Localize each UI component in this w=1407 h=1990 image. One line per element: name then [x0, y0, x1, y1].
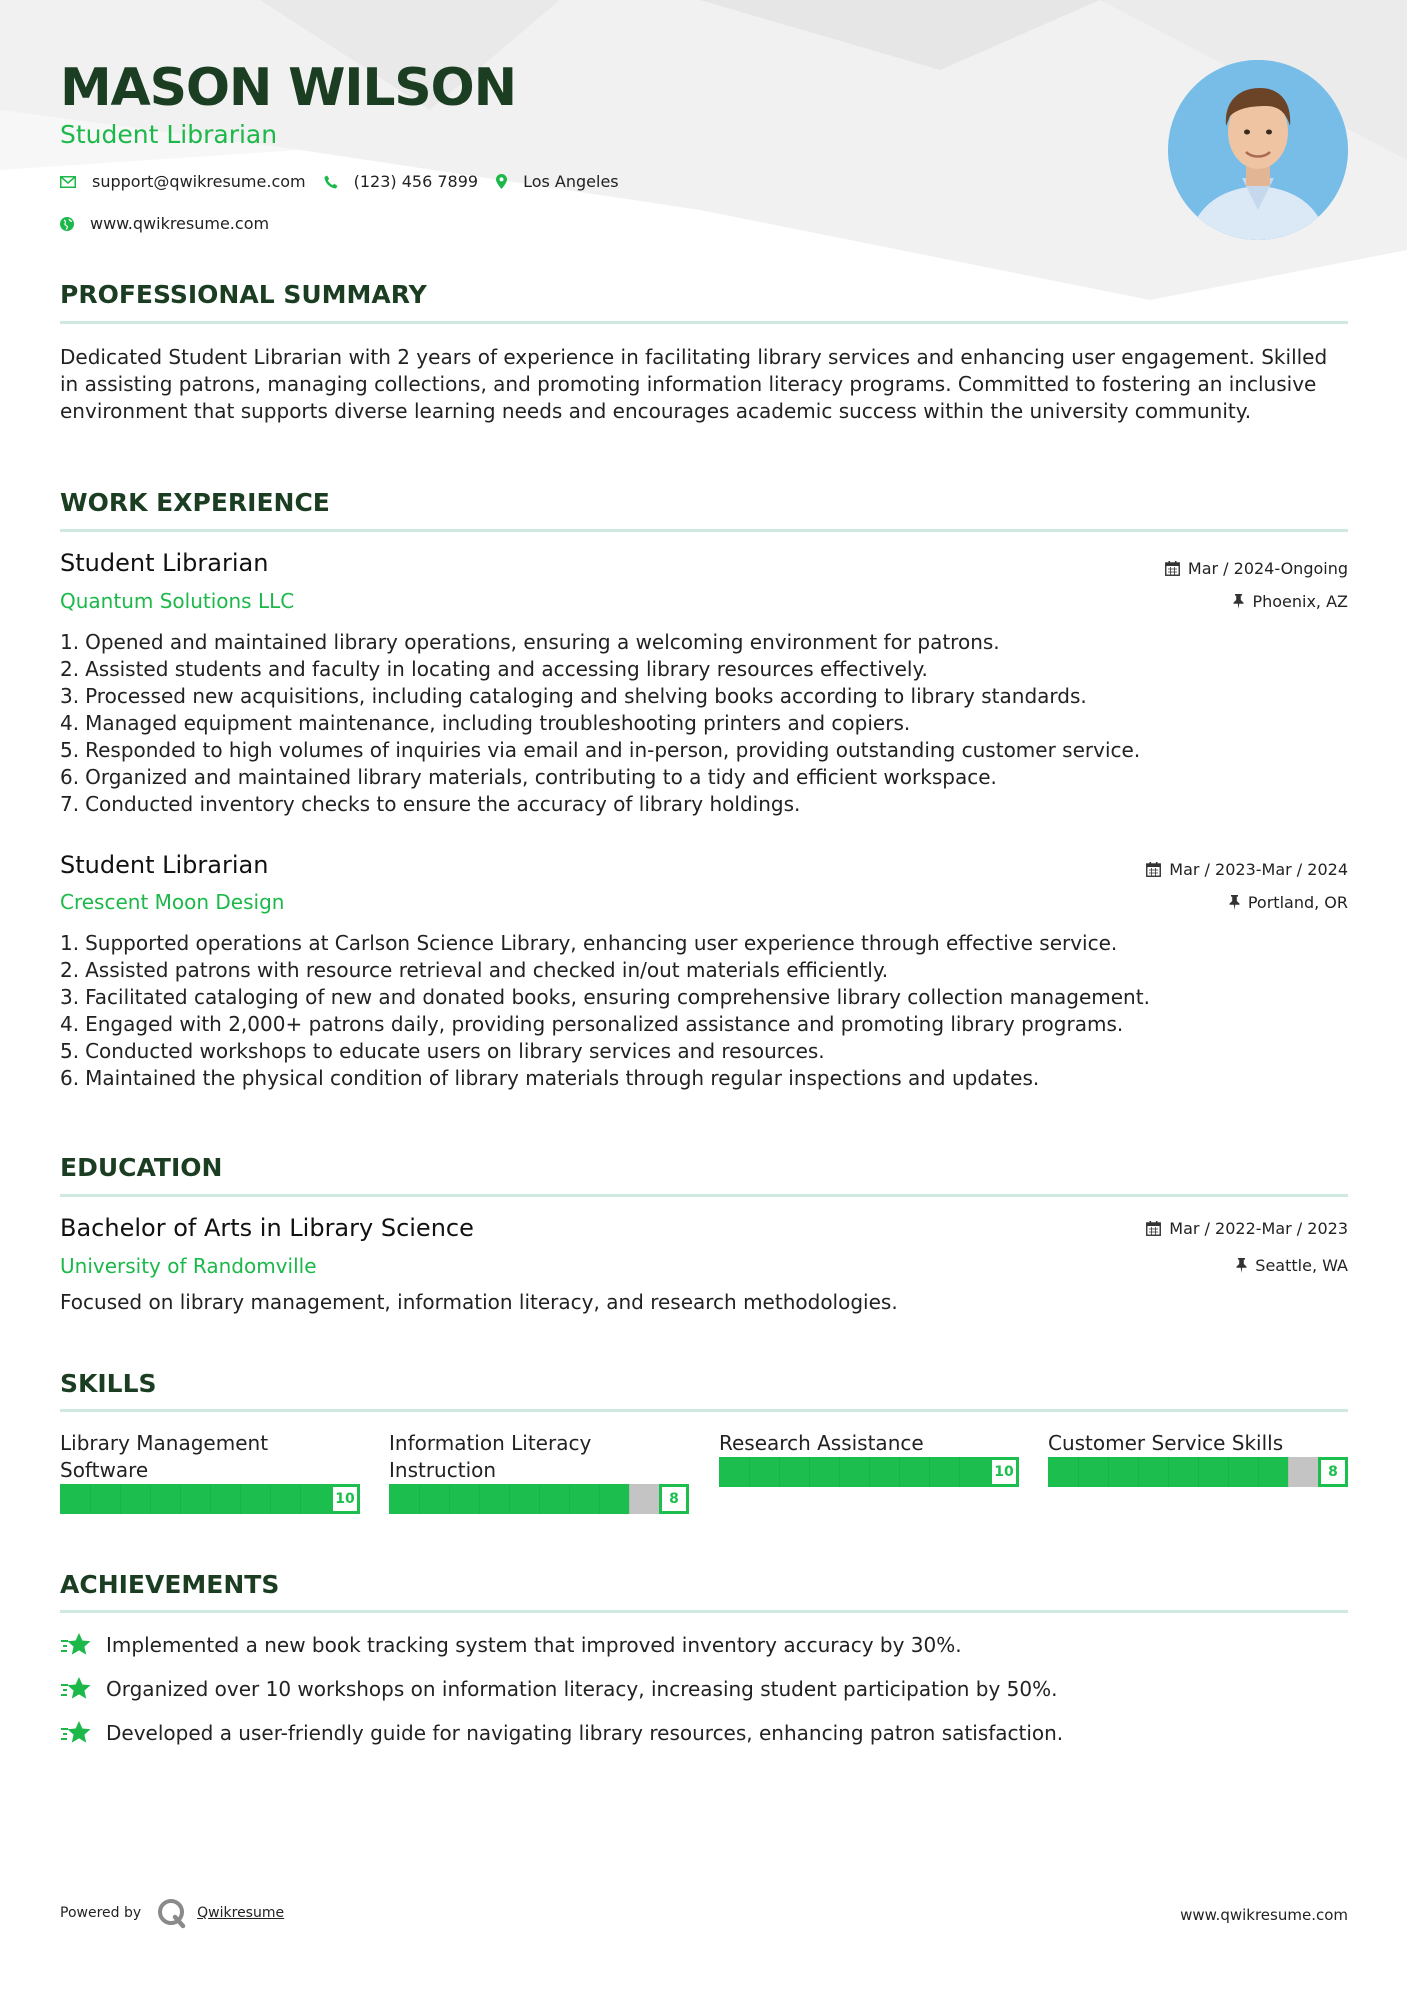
skill-score: 8	[1318, 1457, 1348, 1487]
candidate-name: MASON WILSON	[60, 58, 516, 118]
skill-bar-segment	[749, 1457, 750, 1487]
skill-bar-segment	[509, 1484, 510, 1514]
skill-bar	[389, 1484, 689, 1514]
section-divider	[60, 1409, 1348, 1412]
skill-bar-segment	[1168, 1457, 1169, 1487]
skill-label: Customer Service Skills	[1048, 1431, 1284, 1455]
website-text: www.qwikresume.com	[90, 214, 270, 233]
education-location-text: Seattle, WA	[1255, 1256, 1348, 1275]
pushpin-icon	[1229, 895, 1240, 910]
skill-item	[1048, 1430, 1348, 1487]
achievement-text: Implemented a new book tracking system that improved inventory accuracy by 30%.	[106, 1633, 962, 1657]
section-heading-summary: PROFESSIONAL SUMMARY	[60, 280, 427, 309]
skill-bar-segment	[270, 1484, 271, 1514]
list-item: 6. Organized and maintained library materials, contributing to a tidy and efficient workspace.	[60, 765, 997, 789]
list-item: 3. Processed new acquisitions, including cataloging and shelving books according to library standards.	[60, 684, 1087, 708]
skill-bar-segment	[929, 1457, 930, 1487]
location-contact	[496, 172, 619, 191]
email-contact[interactable]	[60, 172, 306, 191]
list-item: 2. Assisted students and faculty in locating and accessing library resources effectively.	[60, 657, 928, 681]
skill-bar-segment	[449, 1484, 450, 1514]
job-date	[1146, 860, 1348, 879]
powered-by-label: Powered by	[60, 1905, 142, 1921]
section-heading-experience: WORK EXPERIENCE	[60, 488, 330, 517]
job-location	[1233, 592, 1348, 611]
list-item: 4. Engaged with 2,000+ patrons daily, providing personalized assistance and promoting library programs.	[60, 1012, 1124, 1036]
list-item: 6. Maintained the physical condition of library materials through regular inspections and updates.	[60, 1066, 1040, 1090]
education-description: Focused on library management, information literacy, and research methodologies.	[60, 1290, 898, 1314]
map-pin-icon	[496, 174, 507, 189]
section-heading-achievements: ACHIEVEMENTS	[60, 1570, 280, 1599]
skill-score: 8	[659, 1484, 689, 1514]
globe-icon	[60, 217, 74, 231]
section-divider	[60, 321, 1348, 324]
skill-score: 10	[330, 1484, 360, 1514]
calendar-icon	[1146, 1221, 1161, 1236]
skill-bar-segment	[1258, 1457, 1259, 1487]
footer-powered-by	[60, 1896, 284, 1930]
skill-bar-segment	[1138, 1457, 1139, 1487]
skill-bar-segment	[1078, 1457, 1079, 1487]
skill-score: 10	[989, 1457, 1019, 1487]
job-title: Student Librarian	[60, 851, 269, 879]
skill-bar-segment	[599, 1484, 600, 1514]
section-divider	[60, 1610, 1348, 1613]
education-date	[1146, 1219, 1348, 1238]
skill-bar-segment	[539, 1484, 540, 1514]
education-date-text: Mar / 2022-Mar / 2023	[1169, 1219, 1348, 1238]
pushpin-icon	[1233, 594, 1244, 609]
skill-bar	[60, 1484, 360, 1514]
degree-title: Bachelor of Arts in Library Science	[60, 1214, 474, 1242]
skill-bar-segment	[629, 1484, 630, 1514]
skill-bar	[719, 1457, 1019, 1487]
qwikresume-logo-icon	[155, 1896, 189, 1930]
skill-bar-segment	[869, 1457, 870, 1487]
envelope-icon	[60, 176, 76, 188]
education-location	[1236, 1256, 1348, 1275]
achievement-item	[60, 1720, 1063, 1746]
skill-bar-segment	[180, 1484, 181, 1514]
section-heading-education: EDUCATION	[60, 1153, 223, 1182]
skill-bar	[1048, 1457, 1348, 1487]
achievement-text: Developed a user-friendly guide for navigating library resources, enhancing patron satisfaction.	[106, 1721, 1064, 1745]
star-icon	[60, 1676, 92, 1702]
phone-icon	[324, 175, 338, 189]
job-date-text: Mar / 2024-Ongoing	[1187, 559, 1348, 578]
job-responsibilities	[60, 930, 1348, 1092]
job-location-text: Portland, OR	[1247, 893, 1348, 912]
skill-bar-segment	[150, 1484, 151, 1514]
skill-bar-segment	[1288, 1457, 1289, 1487]
skill-bar-segment	[120, 1484, 121, 1514]
skill-bar-segment	[1108, 1457, 1109, 1487]
job-location	[1229, 893, 1348, 912]
phone-contact[interactable]	[324, 172, 478, 191]
section-divider	[60, 1194, 1348, 1197]
skill-bar-segment	[959, 1457, 960, 1487]
list-item: 5. Conducted workshops to educate users on library services and resources.	[60, 1039, 825, 1063]
school-name: University of Randomville	[60, 1254, 317, 1278]
company-name: Quantum Solutions LLC	[60, 589, 295, 613]
list-item: 2. Assisted patrons with resource retrieval and checked in/out materials efficiently.	[60, 958, 889, 982]
skill-bar-segment	[779, 1457, 780, 1487]
website-row	[60, 214, 287, 233]
skill-bar-segment	[240, 1484, 241, 1514]
skill-bar-segment	[90, 1484, 91, 1514]
job-title: Student Librarian	[60, 549, 269, 577]
calendar-icon	[1165, 561, 1180, 576]
list-item: 4. Managed equipment maintenance, including troubleshooting printers and copiers.	[60, 711, 911, 735]
achievement-item	[60, 1676, 1058, 1702]
candidate-title: Student Librarian	[60, 120, 278, 149]
location-text: Los Angeles	[523, 172, 619, 191]
star-icon	[60, 1632, 92, 1658]
achievement-item	[60, 1632, 962, 1658]
section-divider	[60, 529, 1348, 532]
skill-bar-segment	[899, 1457, 900, 1487]
footer-website[interactable]: www.qwikresume.com	[1180, 1906, 1348, 1924]
skill-bar-segment	[419, 1484, 420, 1514]
summary-text: Dedicated Student Librarian with 2 years of experience in facilitating library services and enhancing user engagement. Skilled in assisting patrons, managing collections, and promoting information literacy programs. Committed to fostering an inclusive environment that supports diverse learning needs and encourages academic success within the university community.	[60, 345, 1328, 423]
profile-photo	[1168, 60, 1348, 240]
list-item: 1. Opened and maintained library operations, ensuring a welcoming environment for patrons.	[60, 630, 1000, 654]
skill-item	[389, 1430, 689, 1514]
phone-text: (123) 456 7899	[353, 172, 479, 191]
skill-bar-segment	[479, 1484, 480, 1514]
skill-bar-segment	[569, 1484, 570, 1514]
skill-bar-segment	[839, 1457, 840, 1487]
star-icon	[60, 1720, 92, 1746]
email-text: support@qwikresume.com	[92, 172, 306, 191]
skill-label: Research Assistance	[719, 1431, 924, 1455]
skill-bar-segment	[1228, 1457, 1229, 1487]
job-responsibilities	[60, 629, 1348, 818]
company-name: Crescent Moon Design	[60, 890, 285, 914]
achievement-text: Organized over 10 workshops on information literacy, increasing student participation by 50%.	[106, 1677, 1058, 1701]
list-item: 1. Supported operations at Carlson Science Library, enhancing user experience through effective service.	[60, 931, 1118, 955]
website-contact[interactable]	[60, 214, 269, 233]
pushpin-icon	[1236, 1258, 1247, 1273]
skill-bar-segment	[1198, 1457, 1199, 1487]
list-item: 7. Conducted inventory checks to ensure the accuracy of library holdings.	[60, 792, 801, 816]
list-item: 5. Responded to high volumes of inquiries via email and in-person, providing outstanding customer service.	[60, 738, 1141, 762]
skill-item	[719, 1430, 1019, 1487]
calendar-icon	[1146, 862, 1161, 877]
section-heading-skills: SKILLS	[60, 1369, 157, 1398]
avatar	[1168, 60, 1348, 240]
skill-label: Library Management Software	[60, 1431, 269, 1482]
qwikresume-link[interactable]: Qwikresume	[197, 1905, 285, 1921]
job-date	[1165, 559, 1348, 578]
skill-bar-segment	[210, 1484, 211, 1514]
list-item: 3. Facilitated cataloging of new and donated books, ensuring comprehensive library collection management.	[60, 985, 1150, 1009]
skill-bar-segment	[809, 1457, 810, 1487]
skill-item	[60, 1430, 360, 1514]
contact-row	[60, 172, 637, 191]
job-date-text: Mar / 2023-Mar / 2024	[1169, 860, 1348, 879]
skill-bar-segment	[300, 1484, 301, 1514]
skill-label: Information Literacy Instruction	[389, 1431, 592, 1482]
job-location-text: Phoenix, AZ	[1252, 592, 1348, 611]
